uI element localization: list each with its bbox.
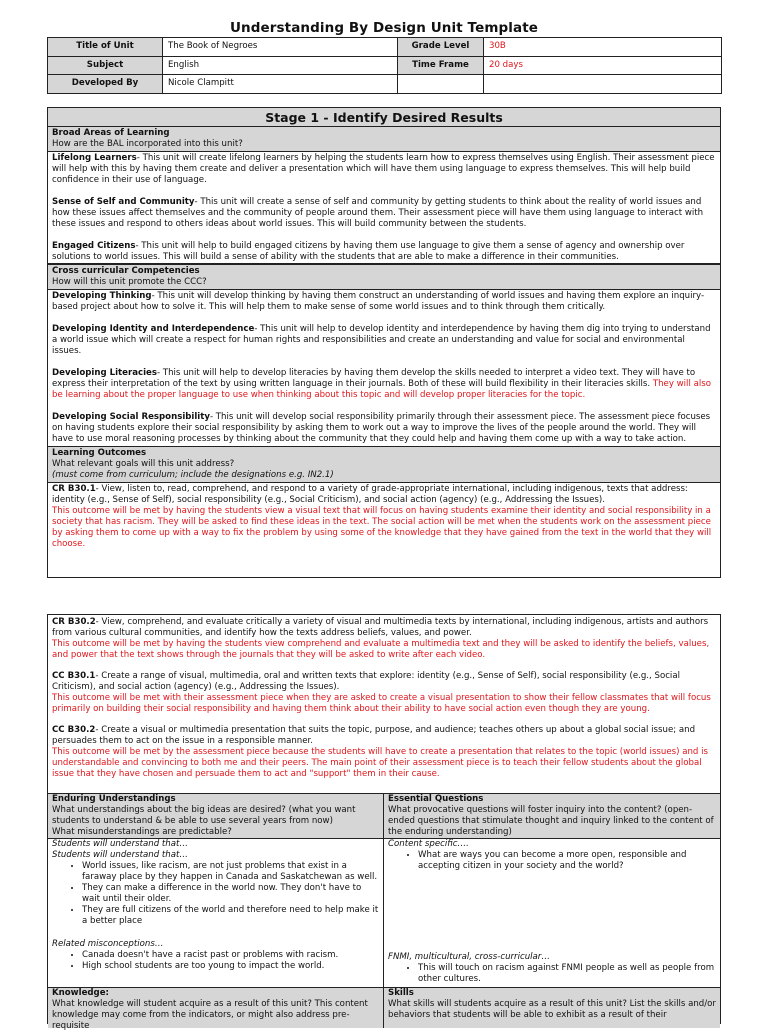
info-row-title <box>48 38 722 57</box>
enduring-question: What understandings about the big ideas are desired? (what you want students to understand & be able to use several years from now) <box>52 805 356 826</box>
grade-label: Grade Level <box>398 38 484 57</box>
ccc-item-red-text: They will also be learning about the proper language to use when thinking about this topic and will develop proper literacies for the topic. <box>52 379 711 400</box>
outcome-text <box>52 484 716 506</box>
skills-header <box>384 988 720 1028</box>
outcome-code: CR B30.2 <box>52 617 96 627</box>
ccc-question: How will this unit promote the CCC? <box>52 277 207 287</box>
developed-by-label: Developed By <box>48 75 163 94</box>
bal-item-label: Lifelong Learners <box>52 153 137 163</box>
bal-item <box>52 197 716 230</box>
bal-item-label: Sense of Self and Community <box>52 197 195 207</box>
ccc-header <box>48 264 720 290</box>
content-specific-label: Content specific…. <box>388 839 469 849</box>
ccc-item-text: - This unit will help to develop literacies by having them develop the skills needed to interpret a video text. They will have to express their interpretation of the text by using written language in their journals. Both of these will build flexibility in their literacies skills. <box>52 368 696 389</box>
outcome-explanation: This outcome will be met with their assessment piece when they are asked to create a visual presentation to show their fellow classmates that will focus primarily on building their social responsibility and having them think about their ability to have social action even though they are young. <box>52 693 711 714</box>
enduring-heading: Enduring Understandings <box>52 794 176 804</box>
ccc-item-text: - This unit will help to develop identity and interdependence by having them dig into trying to understand a world issue which will create a respect for human rights and responsibilities and create an understanding and value for social and environmental issues. <box>52 324 711 356</box>
list-item: • They are full citizens of the world and therefore need to help make it a better place <box>82 905 379 927</box>
bal-item-label: Engaged Citizens <box>52 241 136 251</box>
outcome-description: - View, listen to, read, comprehend, and respond to a variety of grade-appropriate international, including indigenous, texts that address: identity (e.g., Sense of Self), social responsibility (e.g., Social Criticism), and social action (agency) (e.g., Addressing the Issues). <box>52 484 688 505</box>
bal-question: How are the BAL incorporated into this unit? <box>52 139 243 149</box>
outcome-explanation: This outcome will be met by having the students view comprehend and evaluate a multimedia text and they will be asked to identify the beliefs, values, and power that the text shows through the journals that they will be asked to write after each video. <box>52 639 710 660</box>
ccc-item <box>52 368 716 401</box>
info-row-developer <box>48 75 722 94</box>
enduring-understandings-header <box>48 794 384 838</box>
skills-description: What skills will students acquire as a result of this unit? List the skills and/or behaviors that students will be able to exhibit as a result of their <box>388 999 716 1020</box>
list-item: • This will touch on racism against FNMI people as well as people from other cultures. <box>418 963 716 985</box>
page2-section <box>47 614 721 1031</box>
misconceptions-block <box>52 939 379 972</box>
list-item: • What are ways you can become a more open, responsible and accepting citizen in your society and the world? <box>418 850 716 872</box>
subject-value: English <box>163 56 398 75</box>
empty-cell <box>484 75 722 94</box>
time-frame-value: 20 days <box>484 56 722 75</box>
subject-label: Subject <box>48 56 163 75</box>
understandings-list <box>52 861 379 927</box>
knowledge-heading: Knowledge: <box>52 988 109 998</box>
knowledge-skills-row <box>48 988 720 1031</box>
outcome-cc-b30-1 <box>52 671 716 715</box>
outcome-explanation: This outcome will be met by having the students view a visual text that will focus on having students examine their identity and social responsibility in a society that has racism. They will be asked to find these ideas in the text. The social action will be met when the students work on the assessment piece by asking them to come up with a way to fix the problem by using some of the knowledge that they have gained from the text in the world that they will choose. <box>52 506 712 549</box>
ccc-item <box>52 291 716 313</box>
developed-by-value: Nicole Clampitt <box>163 75 398 94</box>
outcome-code: CC B30.1 <box>52 671 96 681</box>
list-item: • They can make a difference in the world now. They don't have to wait until their older. <box>82 883 379 905</box>
outcome-code: CC B30.2 <box>52 725 96 735</box>
knowledge-description: What knowledge will student acquire as a result of this unit? This content knowledge may come from the indicators, or might also address pre-requisite <box>52 999 368 1031</box>
list-item: • High school students are too young to impact the world. <box>82 961 379 972</box>
enduring-question-2: What misunderstandings are predictable? <box>52 827 232 837</box>
document-title: Understanding By Design Unit Template <box>229 20 539 36</box>
list-item: • World issues, like racism, are not just problems that exist in a faraway place by they happen in Canada and Saskatchewan as well. <box>82 861 379 883</box>
outcome-description: - Create a range of visual, multimedia, oral and written texts that explore: identity (e.g., Sense of Self), social responsibility (e.g., Social Criticism), and social action (agency) (e.g., Addressing the Issues). <box>52 671 680 692</box>
enduring-understandings-content <box>48 839 384 987</box>
skills-heading: Skills <box>388 988 414 998</box>
outcomes-header <box>48 447 720 483</box>
eu-eq-header-row <box>48 794 720 839</box>
students-understand-label: Students will understand that… <box>52 839 188 849</box>
outcome-explanation: This outcome will be met by the assessment piece because the students will have to create a presentation that relates to the topic (world issues) and is understandable and convincing to both me and their peers. The main point of their assessment piece is to teach their fellow students about the global issue that they have chosen and persuade them to act and "support" them in their cause. <box>52 747 708 779</box>
fnmi-label: FNMI, multicultural, cross-curricular… <box>388 952 550 962</box>
bal-item-text: - This unit will create lifelong learners by helping the students learn how to express themselves using English. Their assessment piece will help with this by having them create and deliver a presentation which will have them using language to express themselves. This will help build confidence in their use of language. <box>52 153 715 185</box>
outcome-code: CR B30.1 <box>52 484 96 494</box>
empty-cell <box>398 75 484 94</box>
ccc-item-label: Developing Thinking <box>52 291 152 301</box>
title-value: The Book of Negroes <box>163 38 398 57</box>
ccc-item-label: Developing Social Responsibility <box>52 412 210 422</box>
bal-item <box>52 153 716 186</box>
knowledge-header <box>48 988 384 1031</box>
eu-eq-content-row <box>48 839 720 988</box>
ccc-item-text: - This unit will develop social responsibility primarily through their assessment piece. The assessment piece focuses on having students explore their social responsibility by asking them to work out a way to improve the lives of the people around the world. They will have to use moral reasoning processes by thinking about the community that they could help and having them come up with a way to take action. <box>52 412 711 444</box>
outcome-description: - View, comprehend, and evaluate critically a variety of visual and multimedia texts by international, including indigenous, artists and authors from various cultural communities, and identify how the texts address beliefs, values, and power. <box>52 617 709 638</box>
content-specific-list <box>388 850 716 872</box>
ccc-item-label: Developing Identity and Interdependence <box>52 324 255 334</box>
info-row-subject <box>48 56 722 75</box>
ccc-content <box>48 290 720 447</box>
title-label: Title of Unit <box>48 38 163 57</box>
outcome-cr-b30-2 <box>52 617 716 661</box>
ccc-item <box>52 412 716 445</box>
essential-questions-header <box>384 794 720 838</box>
outcomes-heading: Learning Outcomes <box>52 448 147 458</box>
essential-questions-content <box>384 839 720 987</box>
outcome-description: - Create a visual or multimedia presentation that suits the topic, purpose, and audience; teaches others up about a global social issue; and persuades them to act on the issue in a responsible manner. <box>52 725 696 746</box>
bal-header <box>48 127 720 152</box>
students-understand-label: Students will understand that… <box>52 850 188 860</box>
misconceptions-list <box>52 950 379 972</box>
fnmi-block <box>388 952 716 985</box>
ccc-item-label: Developing Literacies <box>52 368 157 378</box>
stage1-section <box>47 107 721 578</box>
ccc-item <box>52 324 716 357</box>
outcomes-continued <box>48 615 720 794</box>
outcomes-note: (must come from curriculum; include the designations e.g. IN2.1) <box>52 470 334 480</box>
bal-heading: Broad Areas of Learning <box>52 128 170 138</box>
fnmi-list <box>388 963 716 985</box>
outcome-cr-b30-1 <box>48 483 720 551</box>
essential-heading: Essential Questions <box>388 794 484 804</box>
grade-value: 30B <box>484 38 722 57</box>
bal-item-text: - This unit will help to build engaged citizens by having them use language to give them a sense of agency and ownership over solutions to world issues. This will build a sense of ability with the students that are able to make a difference in their communities. <box>52 241 685 262</box>
stage1-header: Stage 1 - Identify Desired Results <box>48 108 720 127</box>
essential-question: What provocative questions will foster inquiry into the content? (open-ended questions that stimulate thought and inquiry linked to the content of the enduring understanding) <box>388 805 714 837</box>
unit-info-table <box>47 37 722 94</box>
list-item: • Canada doesn't have a racist past or problems with racism. <box>82 950 379 961</box>
misconceptions-label: Related misconceptions… <box>52 939 164 949</box>
bal-item-text: - This unit will create a sense of self and community by getting students to think about the reality of world issues and how these issues affect themselves and the community of people around them. Their assessment piece will have them using language to interact with these issues and respond to others ideas about world issues. This will build community between the students. <box>52 197 704 229</box>
outcome-cc-b30-2 <box>52 725 716 780</box>
ccc-heading: Cross curricular Competencies <box>52 266 200 276</box>
bal-item <box>52 241 716 263</box>
time-frame-label: Time Frame <box>398 56 484 75</box>
outcomes-question: What relevant goals will this unit address? <box>52 459 235 469</box>
ccc-item-text: - This unit will develop thinking by having them construct an understanding of world issues and having them explore an inquiry-based project about how to solve it. This will help them to make sense of some world issues and to think through them critically. <box>52 291 705 312</box>
bal-content <box>48 152 720 264</box>
